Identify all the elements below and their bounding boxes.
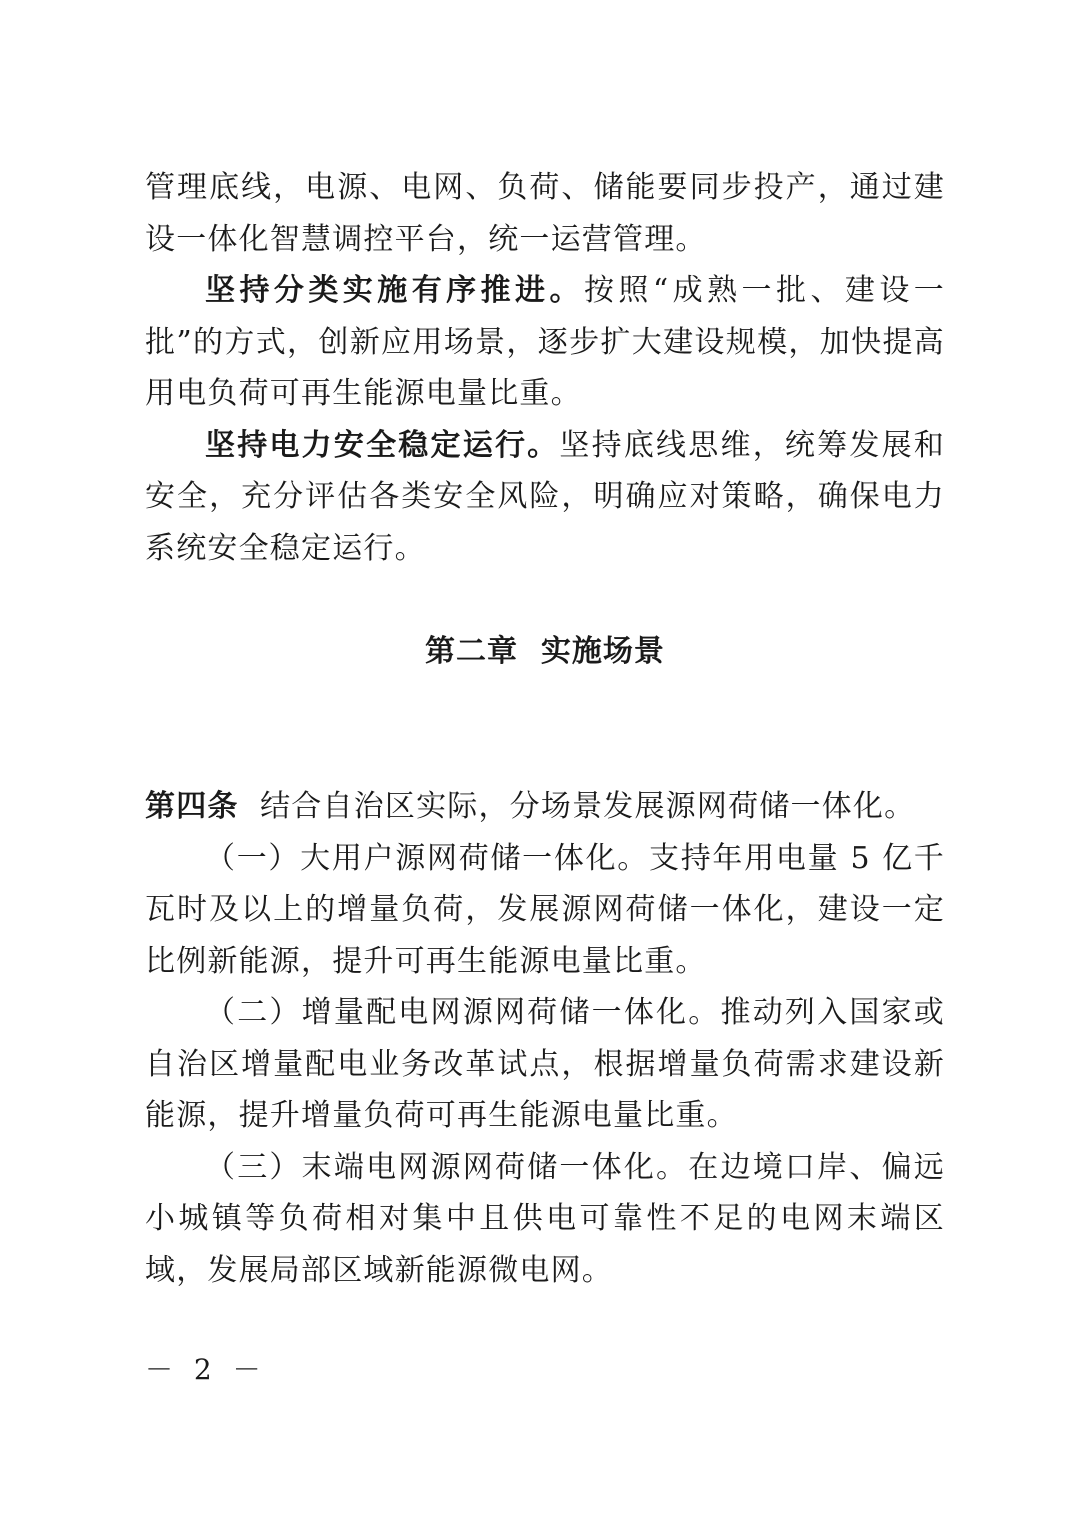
article-four [145, 730, 945, 833]
page-content [145, 162, 945, 1296]
chapter-title: 第二章 实施场景 [425, 634, 665, 669]
paragraph-lead: 坚持电力安全稳定运行。 [205, 427, 560, 463]
list-item-large-user: （一）大用户源网荷储一体化。支持年用电量 5 亿千瓦时及以上的增量负荷，发展源网荷储一体化，建设一定比例新能源，提升可再生能源电量比重。 [145, 840, 945, 979]
list-item-terminal-grid: （三）末端电网源网荷储一体化。在边境口岸、偏远小城镇等负荷相对集中且供电可靠性不足的电网末端区域，发展局部区域新能源微电网。 [145, 1149, 945, 1288]
paragraph-text: 坚持底线思维，统筹发展和安全，充分评估各类安全风险，明确应对策略，确保电力系统安全稳定运行。 [145, 427, 946, 566]
paragraph-text: 管理底线，电源、电网、负荷、储能要同步投产，通过建设一体化智慧调控平台，统一运营管理。 [145, 170, 945, 257]
list-item-incremental-distribution: （二）增量配电网源网荷储一体化。推动列入国家或自治区增量配电业务改革试点，根据增量负荷需求建设新能源，提升增量负荷可再生能源电量比重。 [145, 995, 945, 1133]
page-number: － 2 － [145, 1353, 267, 1386]
paragraph-text: 按照“成熟一批、建设一批”的方式，创新应用场景，逐步扩大建设规模，加快提高用电负荷可再生能源电量比重。 [145, 273, 945, 411]
paragraph-continuation [145, 162, 945, 265]
paragraph-power-safety [145, 420, 945, 575]
spacer [145, 574, 945, 626]
spacer [145, 678, 945, 730]
paragraph-classified-implementation [145, 265, 945, 420]
article-text: 结合自治区实际，分场景发展源网荷储一体化。 [238, 789, 916, 824]
article-lead: 第四条 [145, 789, 239, 824]
paragraph-lead: 坚持分类实施有序推进。 [205, 273, 584, 308]
